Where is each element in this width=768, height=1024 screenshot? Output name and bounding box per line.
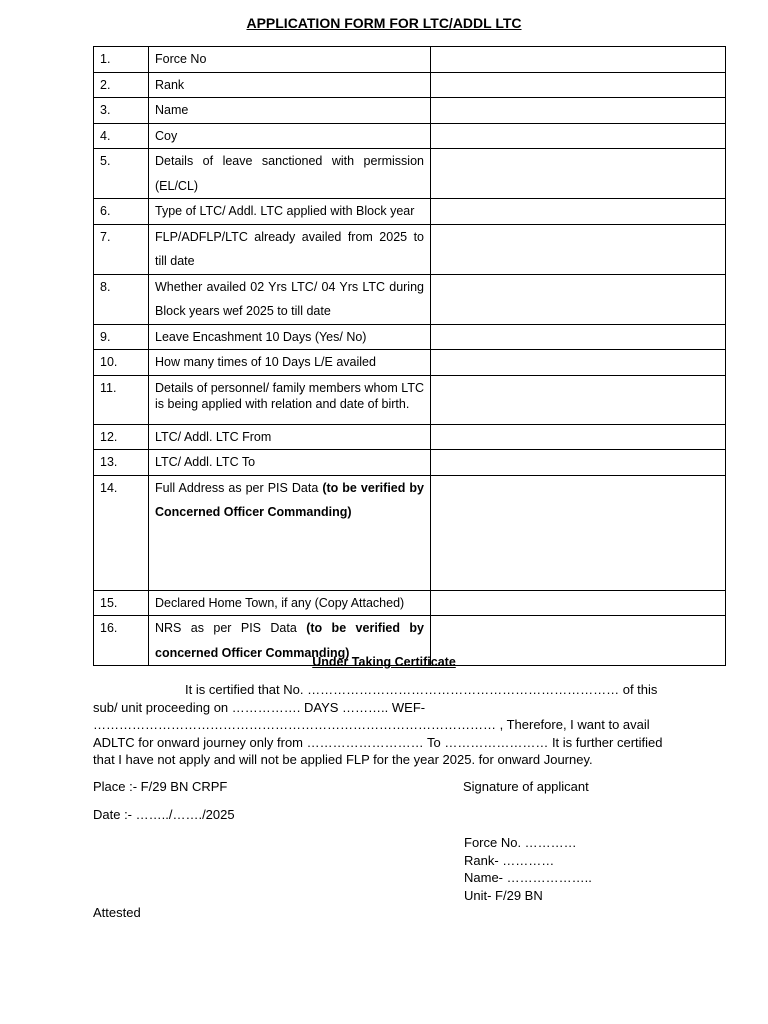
- row-number: 9.: [94, 324, 149, 350]
- row-value-field[interactable]: [431, 350, 726, 376]
- row-value-field[interactable]: [431, 123, 726, 149]
- row-number: 10.: [94, 350, 149, 376]
- row-label: [149, 224, 431, 274]
- row-label: [149, 375, 431, 424]
- row-label: [149, 149, 431, 199]
- table-row: [94, 149, 726, 199]
- row-value-field[interactable]: [431, 375, 726, 424]
- row-label-text: Force No: [155, 52, 207, 66]
- row-value-field[interactable]: [431, 98, 726, 124]
- row-label-text: NRS as per PIS Data: [155, 621, 307, 635]
- table-row: [94, 475, 726, 590]
- row-label-text: Name: [155, 103, 189, 117]
- row-value-field[interactable]: [431, 149, 726, 199]
- undertaking-body: It is certified that No. ……………………………………………………………… of this sub/ unit proceeding on ……………. DAYS ……….. WEF- ………………………………………………………………………………… , Therefore, I want to avail ADLTC for onward journey only from ……………………… To …………………… It is further certified that I have not apply and will not be applied FLP for the year 2025. for onward Journey.: [93, 682, 663, 767]
- row-label-text: How many times of 10 Days L/E availed: [155, 355, 376, 369]
- table-row: [94, 123, 726, 149]
- row-number: 16.: [94, 616, 149, 666]
- table-row: [94, 98, 726, 124]
- sig-unit: Unit- F/29 BN: [464, 887, 543, 903]
- row-label-text: Type of LTC/ Addl. LTC applied with Block year: [155, 204, 415, 218]
- sig-force-no: Force No. …………: [464, 835, 577, 850]
- row-number: 4.: [94, 123, 149, 149]
- table-row: [94, 72, 726, 98]
- sig-rank: Rank- …………: [464, 852, 555, 868]
- row-label-text: Rank: [155, 77, 185, 92]
- row-label-text: Details of personnel/ family members whom LTC is being applied with relation and date of birth.: [155, 380, 424, 411]
- row-number: 1.: [94, 47, 149, 73]
- row-label: [149, 590, 431, 616]
- row-label-text: Full Address as per PIS Data: [155, 480, 323, 495]
- row-number: 3.: [94, 98, 149, 124]
- attested-label: Attested: [93, 905, 141, 920]
- row-number: 12.: [94, 424, 149, 450]
- undertaking-text: [93, 681, 663, 769]
- row-label: [149, 123, 431, 149]
- table-row: [94, 274, 726, 324]
- row-label: [149, 72, 431, 98]
- row-label: [149, 47, 431, 73]
- row-label: [149, 424, 431, 450]
- row-value-field[interactable]: [431, 324, 726, 350]
- table-row: [94, 199, 726, 225]
- row-label-text: Whether availed 02 Yrs LTC/ 04 Yrs LTC during Block years wef 2025 to till date: [155, 279, 424, 318]
- row-number: 7.: [94, 224, 149, 274]
- table-row: [94, 47, 726, 73]
- row-label: [149, 324, 431, 350]
- row-label-note: (to be verified by Concerned Officer Commanding): [155, 480, 424, 519]
- row-label-text: Declared Home Town, if any (Copy Attached): [155, 595, 405, 610]
- row-number: 5.: [94, 149, 149, 199]
- row-number: 14.: [94, 475, 149, 590]
- form-title: APPLICATION FORM FOR LTC/ADDL LTC: [246, 15, 522, 31]
- row-label-text: LTC/ Addl. LTC From: [155, 429, 272, 444]
- signature-label: Signature of applicant: [463, 779, 589, 794]
- table-row: [94, 450, 726, 476]
- row-value-field[interactable]: [431, 450, 726, 476]
- row-label-note: (to be verified by concerned Officer Commanding): [155, 621, 424, 660]
- place-line: Place :- F/29 BN CRPF: [93, 779, 228, 794]
- row-label-text: LTC/ Addl. LTC To: [155, 455, 256, 469]
- date-line: Date :- ……../……./2025: [93, 807, 235, 822]
- row-label: [149, 350, 431, 376]
- row-label: [149, 450, 431, 476]
- row-label-text: Details of leave sanctioned with permission (EL/CL): [155, 154, 424, 193]
- row-value-field[interactable]: [431, 72, 726, 98]
- row-number: 11.: [94, 375, 149, 424]
- row-number: 13.: [94, 450, 149, 476]
- row-number: 8.: [94, 274, 149, 324]
- row-value-field[interactable]: [431, 590, 726, 616]
- table-row: [94, 590, 726, 616]
- row-value-field[interactable]: [431, 224, 726, 274]
- row-value-field[interactable]: [431, 199, 726, 225]
- row-label: [149, 475, 431, 590]
- row-label: [149, 199, 431, 225]
- row-number: 15.: [94, 590, 149, 616]
- row-label-text: Leave Encashment 10 Days (Yes/ No): [155, 329, 367, 344]
- table-row: [94, 224, 726, 274]
- row-value-field[interactable]: [431, 274, 726, 324]
- row-value-field[interactable]: [431, 47, 726, 73]
- row-label: [149, 98, 431, 124]
- row-number: 6.: [94, 199, 149, 225]
- table-row: [94, 350, 726, 376]
- signature-details: [464, 834, 592, 904]
- row-value-field[interactable]: [431, 424, 726, 450]
- application-table: [93, 46, 726, 666]
- table-row: [94, 324, 726, 350]
- undertaking-title: Under Taking Certificate: [312, 655, 456, 669]
- row-number: 2.: [94, 72, 149, 98]
- row-value-field[interactable]: [431, 475, 726, 590]
- row-label: [149, 274, 431, 324]
- table-row: [94, 424, 726, 450]
- table-row: [94, 375, 726, 424]
- row-label-text: FLP/ADFLP/LTC already availed from 2025 to till date: [155, 229, 424, 268]
- row-label-text: Coy: [155, 128, 178, 143]
- sig-name: Name- ………………..: [464, 870, 592, 885]
